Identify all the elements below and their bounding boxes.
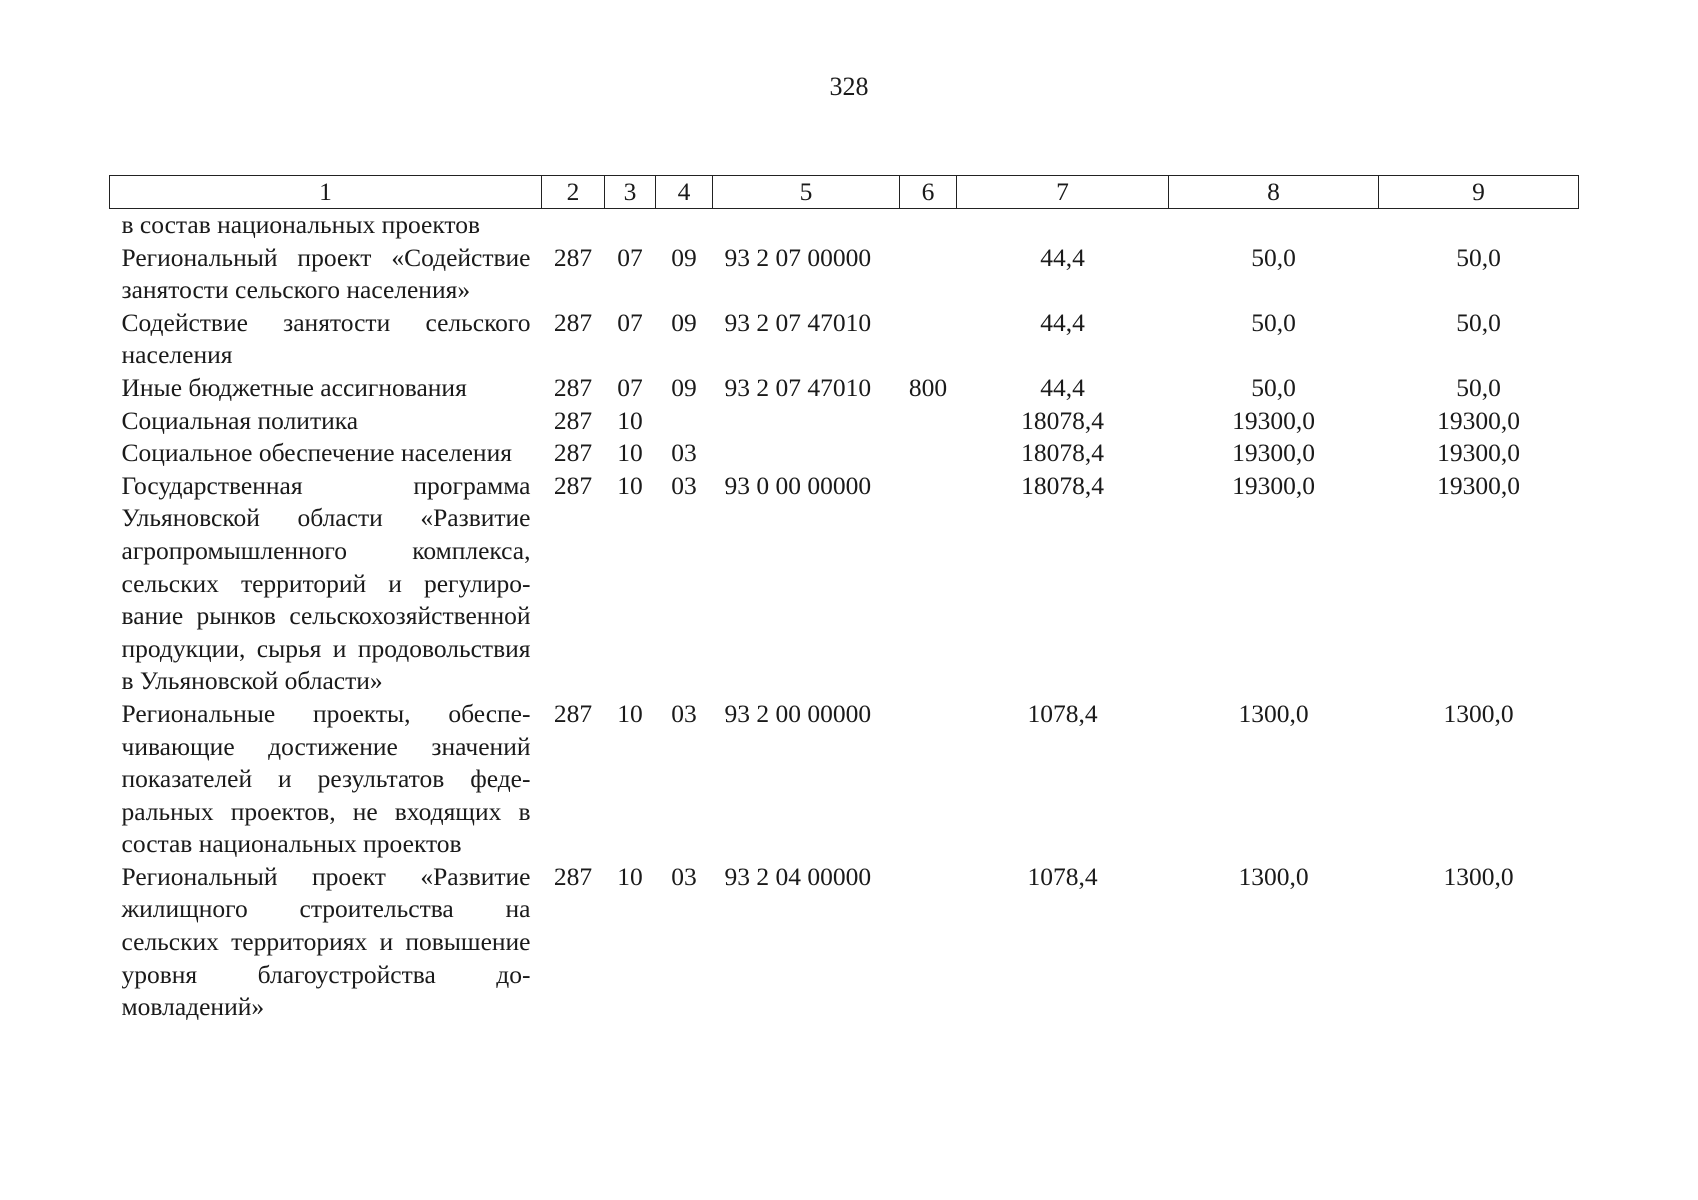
- column-header: 6: [900, 176, 957, 209]
- code-gr: 287: [553, 861, 593, 891]
- code-csr: 93 2 00 00000: [724, 698, 872, 728]
- code-pr: [656, 405, 713, 438]
- amount-col8: 1300,0: [1238, 861, 1309, 891]
- amount-col8: 19300,0: [1232, 405, 1315, 435]
- row-name: Содействие занятости сельского населения: [121, 307, 531, 370]
- amount-col8: [1169, 209, 1379, 242]
- code-rz: [605, 209, 656, 242]
- code-rz: 10: [617, 861, 643, 891]
- code-csr: 93 2 07 00000: [724, 242, 872, 272]
- code-csr: [713, 437, 900, 470]
- amount-col7: 44,4: [1040, 372, 1085, 402]
- code-gr: 287: [553, 372, 593, 402]
- code-rz: 10: [617, 698, 643, 728]
- amount-col8: 50,0: [1251, 242, 1296, 272]
- code-vr: [900, 437, 957, 470]
- table-row: [110, 437, 1579, 470]
- code-pr: 03: [671, 438, 697, 468]
- code-vr: [900, 698, 957, 861]
- table-row: [110, 209, 1579, 242]
- code-rz: 07: [617, 242, 643, 272]
- row-name: Иные бюджетные ассигнования: [121, 372, 467, 402]
- code-pr: 09: [671, 372, 697, 402]
- amount-col9: [1379, 209, 1579, 242]
- amount-col7: 18078,4: [1021, 438, 1104, 468]
- code-gr: [542, 209, 605, 242]
- code-pr: 09: [671, 242, 697, 272]
- row-name: Региональный проект «Развитие жилищного строительства на сельских территориях и повышение уровня благоустройства домовладений»: [121, 861, 531, 1022]
- code-vr: [900, 209, 957, 242]
- code-vr: [900, 861, 957, 1024]
- amount-col7: 44,4: [1040, 242, 1085, 272]
- code-pr: 03: [671, 861, 697, 891]
- table-row: [110, 470, 1579, 698]
- column-header: 4: [656, 176, 713, 209]
- code-vr: [900, 405, 957, 438]
- amount-col7: 18078,4: [1021, 405, 1104, 435]
- amount-col8: 50,0: [1251, 307, 1296, 337]
- code-rz: 10: [617, 438, 643, 468]
- amount-col7: 1078,4: [1027, 861, 1098, 891]
- code-vr: [900, 470, 957, 698]
- amount-col9: 1300,0: [1443, 698, 1514, 728]
- code-vr: [900, 242, 957, 307]
- column-header: 1: [110, 176, 542, 209]
- amount-col9: 19300,0: [1437, 470, 1520, 500]
- code-gr: 287: [553, 698, 593, 728]
- budget-table: [109, 175, 1579, 1024]
- code-rz: 07: [617, 372, 643, 402]
- amount-col9: 19300,0: [1437, 405, 1520, 435]
- code-rz: 10: [617, 470, 643, 500]
- column-header: 7: [957, 176, 1169, 209]
- column-header: 5: [713, 176, 900, 209]
- amount-col7: 18078,4: [1021, 470, 1104, 500]
- amount-col7: 1078,4: [1027, 698, 1098, 728]
- column-header: 2: [542, 176, 605, 209]
- row-name: в состав национальных проектов: [121, 210, 481, 239]
- amount-col9: 19300,0: [1437, 438, 1520, 468]
- code-rz: 10: [617, 405, 643, 435]
- code-pr: [656, 209, 713, 242]
- code-pr: 03: [671, 698, 697, 728]
- column-header: 8: [1169, 176, 1379, 209]
- table-row: [110, 698, 1579, 861]
- row-name: Региональные проекты, обеспечивающие достижение значений показателей и результатов федеральных проектов, не входящих в состав национальных проектов: [121, 698, 531, 859]
- code-csr: [713, 405, 900, 438]
- code-csr: 93 0 00 00000: [724, 470, 872, 500]
- amount-col9: 1300,0: [1443, 861, 1514, 891]
- code-gr: 287: [553, 307, 593, 337]
- code-pr: 03: [671, 470, 697, 500]
- table-row: [110, 861, 1579, 1024]
- table-body: [110, 209, 1579, 1024]
- table-row: [110, 242, 1579, 307]
- code-csr: 93 2 04 00000: [724, 861, 872, 891]
- code-gr: 287: [553, 438, 593, 468]
- amount-col9: 50,0: [1456, 307, 1501, 337]
- amount-col8: 19300,0: [1232, 470, 1315, 500]
- column-header: 9: [1379, 176, 1579, 209]
- amount-col7: [957, 209, 1169, 242]
- code-pr: 09: [671, 307, 697, 337]
- row-name: Социальное обеспечение населения: [121, 438, 512, 468]
- column-header: 3: [605, 176, 656, 209]
- table-row: [110, 405, 1579, 438]
- amount-col8: 50,0: [1251, 372, 1296, 402]
- table-header-row: [110, 176, 1579, 209]
- page-number: 328: [829, 72, 869, 101]
- code-rz: 07: [617, 307, 643, 337]
- amount-col9: 50,0: [1456, 372, 1501, 402]
- row-name: Социальная политика: [121, 405, 359, 435]
- row-name: Государственная программа Ульяновской области «Развитие агропромышленного комплекса, сельских территорий и регулирование рынков сельскохозяйственной продукции, сырья и продовольствия в Ульяновской области»: [121, 470, 531, 696]
- code-csr: [713, 209, 900, 242]
- amount-col7: 44,4: [1040, 307, 1085, 337]
- code-gr: 287: [553, 405, 593, 435]
- code-gr: 287: [553, 242, 593, 272]
- code-vr: 800: [908, 372, 948, 402]
- code-csr: 93 2 07 47010: [724, 372, 872, 402]
- code-gr: 287: [553, 470, 593, 500]
- amount-col9: 50,0: [1456, 242, 1501, 272]
- amount-col8: 19300,0: [1232, 438, 1315, 468]
- amount-col8: 1300,0: [1238, 698, 1309, 728]
- code-csr: 93 2 07 47010: [724, 307, 872, 337]
- code-vr: [900, 307, 957, 372]
- table-row: [110, 307, 1579, 372]
- table-row: [110, 372, 1579, 405]
- row-name: Региональный проект «Содействие занятости сельского населения»: [121, 242, 531, 305]
